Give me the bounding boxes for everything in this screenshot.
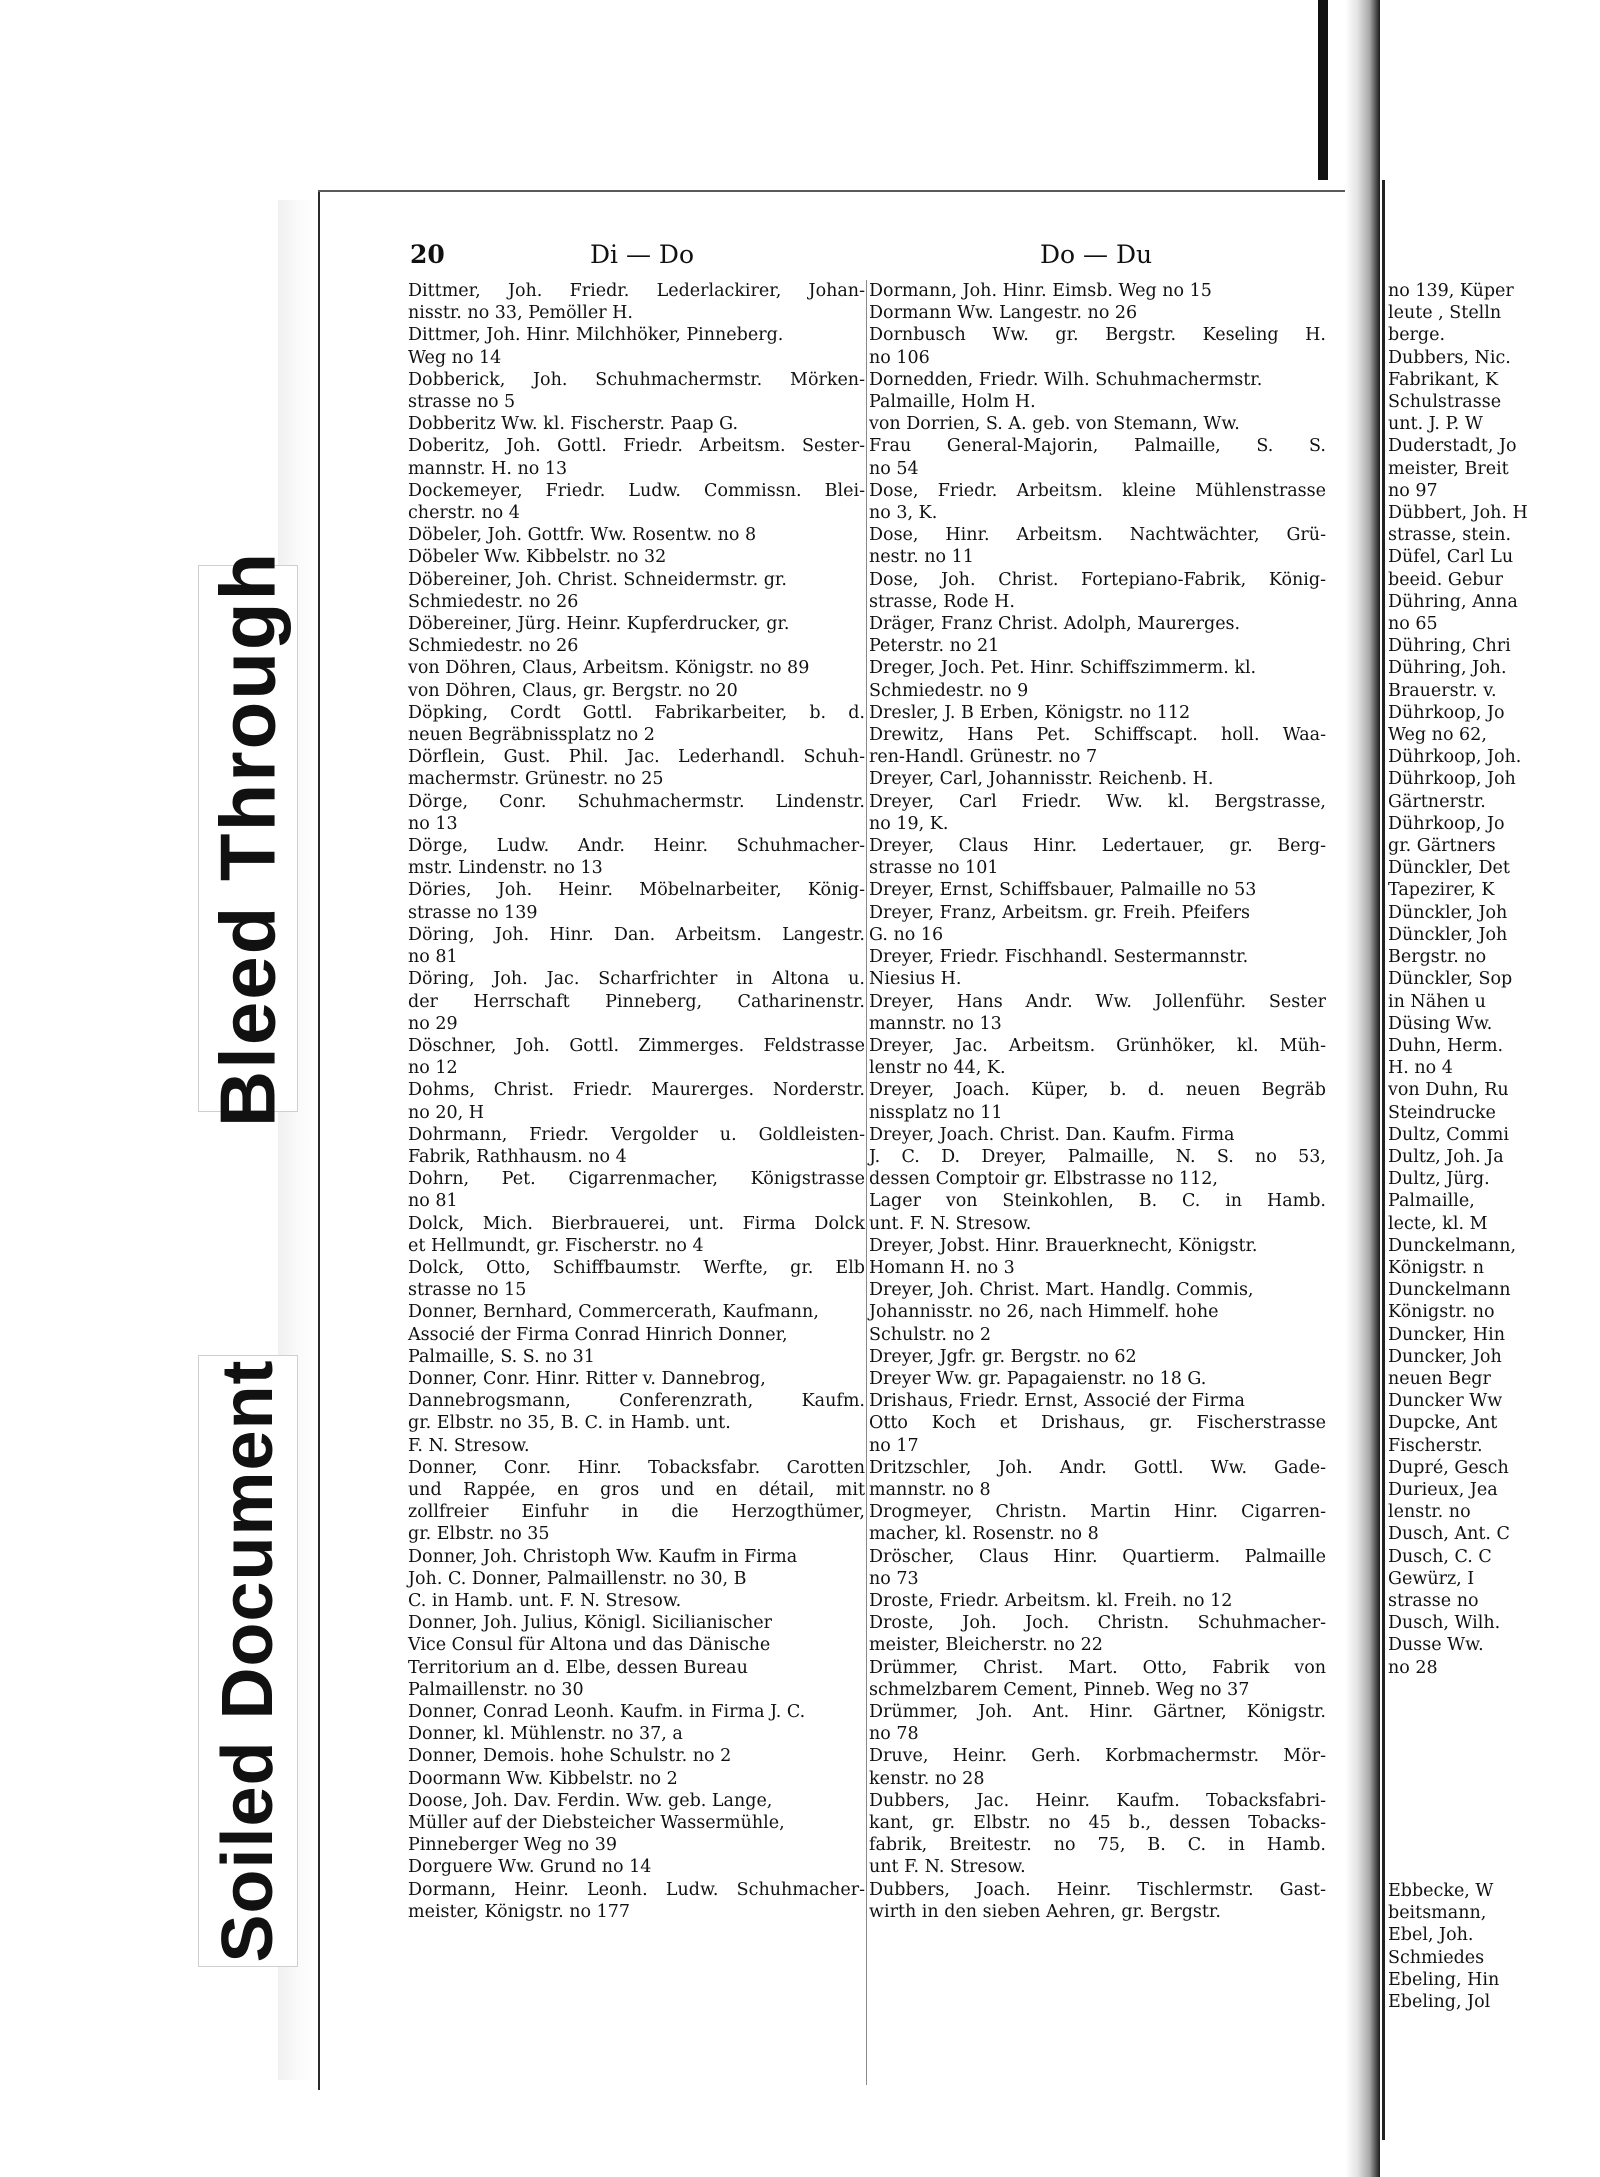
directory-line: Dührkoop, Joh. bbox=[1388, 747, 1522, 768]
directory-line: Palmaille, bbox=[1388, 1191, 1475, 1212]
directory-line: nissplatz no 11 bbox=[869, 1102, 1003, 1123]
directory-line: von Döhren, Claus, Arbeitsm. Königstr. no 89 bbox=[408, 658, 810, 679]
directory-line: strasse no 15 bbox=[408, 1280, 527, 1301]
directory-line: Drümmer, Christ. Mart. Otto, Fabrik von bbox=[869, 1657, 1326, 1678]
directory-line: lenstr. no bbox=[1388, 1502, 1471, 1523]
directory-line: Donner, Joh. Christoph Ww. Kaufm in Firma bbox=[408, 1546, 798, 1567]
directory-line: Dockemeyer, Friedr. Ludw. Commissn. Blei- bbox=[408, 480, 865, 501]
directory-line: Dreyer, Joach. Küper, b. d. neuen Begräb bbox=[869, 1080, 1326, 1101]
book-fold-shadow bbox=[1345, 0, 1380, 2177]
bleed-through-label: Bleed Through bbox=[203, 550, 292, 1127]
directory-line: von Duhn, Ru bbox=[1388, 1080, 1509, 1101]
directory-line: Dreger, Joch. Pet. Hinr. Schiffszimmerm. kl. bbox=[869, 658, 1257, 679]
directory-line: von Döhren, Claus, gr. Bergstr. no 20 bbox=[408, 680, 738, 701]
directory-line: Peterstr. no 21 bbox=[869, 636, 1000, 657]
directory-line: Fischerstr. bbox=[1388, 1435, 1483, 1456]
directory-line: H. no 4 bbox=[1388, 1058, 1453, 1079]
directory-line: Dose, Friedr. Arbeitsm. kleine Mühlenstrasse bbox=[869, 480, 1326, 501]
directory-line: no 13 bbox=[408, 813, 458, 834]
directory-line: fabrik, Breitestr. no 75, B. C. in Hamb. bbox=[869, 1835, 1326, 1856]
directory-line: Drogmeyer, Christn. Martin Hinr. Cigarren- bbox=[869, 1502, 1326, 1523]
directory-line: Dreyer, Jobst. Hinr. Brauerknecht, Königstr. bbox=[869, 1235, 1258, 1256]
directory-line: Dreyer, Joach. Christ. Dan. Kaufm. Firma bbox=[869, 1124, 1235, 1145]
directory-line: Döring, Joh. Hinr. Dan. Arbeitsm. Langestr. bbox=[408, 924, 865, 945]
directory-line: Döbeler, Joh. Gottfr. Ww. Rosentw. no 8 bbox=[408, 525, 757, 546]
directory-line: Drewitz, Hans Pet. Schiffscapt. holl. Waa- bbox=[869, 725, 1326, 746]
directory-line: Weg no 14 bbox=[408, 347, 502, 368]
directory-line: beitsmann, bbox=[1388, 1903, 1487, 1924]
directory-line: G. no 16 bbox=[869, 924, 944, 945]
directory-line: Dreyer, Friedr. Fischhandl. Sestermannstr. bbox=[869, 947, 1249, 968]
directory-line: Dusch, Ant. C bbox=[1388, 1524, 1510, 1545]
directory-line: Doose, Joh. Dav. Ferdin. Ww. geb. Lange, bbox=[408, 1790, 773, 1811]
directory-line: Schmiedestr. no 9 bbox=[869, 680, 1029, 701]
directory-line: Donner, Bernhard, Commercerath, Kaufmann, bbox=[408, 1302, 819, 1323]
page-edge-left bbox=[318, 190, 320, 2090]
running-head-right: Do — Du bbox=[1040, 240, 1153, 269]
directory-line: Dubbers, Joach. Heinr. Tischlermstr. Gast- bbox=[869, 1879, 1326, 1900]
directory-line: no 97 bbox=[1388, 480, 1438, 501]
directory-line: Döring, Joh. Jac. Scharfrichter in Altona u. bbox=[408, 969, 865, 990]
directory-line: Dobberitz Ww. kl. Fischerstr. Paap G. bbox=[408, 414, 739, 435]
directory-line: Dose, Joh. Christ. Fortepiano-Fabrik, König- bbox=[869, 569, 1326, 590]
directory-line: Territorium an d. Elbe, dessen Bureau bbox=[408, 1657, 748, 1678]
directory-line: meister, Breit bbox=[1388, 458, 1509, 479]
directory-line: in Nähen u bbox=[1388, 991, 1486, 1012]
directory-line: Otto Koch et Drishaus, gr. Fischerstrasse bbox=[869, 1413, 1326, 1434]
directory-line: Dünckler, Joh bbox=[1388, 902, 1508, 923]
directory-line: unt F. N. Stresow. bbox=[869, 1857, 1026, 1878]
directory-line: Dormann, Joh. Hinr. Eimsb. Weg no 15 bbox=[869, 281, 1212, 301]
directory-line: Droste, Joh. Joch. Christn. Schuhmacher- bbox=[869, 1613, 1326, 1634]
directory-line: Dünckler, Det bbox=[1388, 858, 1510, 879]
directory-line: Dührkoop, Joh bbox=[1388, 769, 1516, 790]
directory-line: Associé der Firma Conrad Hinrich Donner, bbox=[408, 1324, 788, 1345]
directory-line: et Hellmundt, gr. Fischerstr. no 4 bbox=[408, 1235, 704, 1256]
directory-line: Droste, Friedr. Arbeitsm. kl. Freih. no 12 bbox=[869, 1590, 1233, 1611]
directory-line: mannstr. no 8 bbox=[869, 1479, 991, 1500]
directory-line: lecte, kl. M bbox=[1388, 1213, 1488, 1234]
directory-line: meister, Bleicherstr. no 22 bbox=[869, 1635, 1103, 1656]
directory-line: Dühring, Joh. bbox=[1388, 658, 1507, 679]
directory-line: no 106 bbox=[869, 347, 930, 368]
directory-line: Dorguere Ww. Grund no 14 bbox=[408, 1857, 652, 1878]
directory-line: strasse no bbox=[1388, 1590, 1479, 1611]
directory-line: Dritzschler, Joh. Andr. Gottl. Ww. Gade- bbox=[869, 1457, 1326, 1478]
directory-line: Donner, Demois. hohe Schulstr. no 2 bbox=[408, 1746, 732, 1767]
directory-line: Döpking, Cordt Gottl. Fabrikarbeiter, b. d. bbox=[408, 702, 865, 723]
directory-line: Schulstrasse bbox=[1388, 392, 1502, 413]
directory-line: no 28 bbox=[1388, 1657, 1438, 1678]
directory-line: Fabrikant, K bbox=[1388, 369, 1499, 390]
directory-line: Dreyer, Claus Hinr. Ledertauer, gr. Berg- bbox=[869, 836, 1326, 857]
directory-line: Dohrn, Pet. Cigarrenmacher, Königstrasse bbox=[408, 1169, 865, 1190]
directory-line: Dübbert, Joh. H bbox=[1388, 503, 1528, 524]
directory-line: Dornedden, Friedr. Wilh. Schuhmachermstr. bbox=[869, 369, 1263, 390]
directory-line: lenstr no 44, K. bbox=[869, 1058, 1006, 1079]
directory-line: Brauerstr. v. bbox=[1388, 680, 1497, 701]
directory-line: Lager von Steinkohlen, B. C. in Hamb. bbox=[869, 1191, 1326, 1212]
directory-line: Dörge, Ludw. Andr. Heinr. Schuhmacher- bbox=[408, 836, 865, 857]
directory-line: Dreyer, Jac. Arbeitsm. Grünhöker, kl. Müh- bbox=[869, 1035, 1326, 1056]
directory-line: Dormann, Heinr. Leonh. Ludw. Schuhmacher- bbox=[408, 1879, 865, 1900]
directory-line: Steindrucke bbox=[1388, 1102, 1496, 1123]
directory-line: Dittmer, Joh. Hinr. Milchhöker, Pinneberg. bbox=[408, 325, 784, 346]
directory-line: Königstr. n bbox=[1388, 1257, 1485, 1278]
directory-line: Fabrik, Rathhausm. no 4 bbox=[408, 1146, 627, 1167]
directory-line: strasse no 139 bbox=[408, 902, 538, 923]
directory-line: no 17 bbox=[869, 1435, 919, 1456]
directory-line: gr. Gärtners bbox=[1388, 836, 1496, 857]
directory-line: Dreyer, Carl Friedr. Ww. kl. Bergstrasse, bbox=[869, 791, 1326, 812]
directory-line: Schmiedes bbox=[1388, 1947, 1485, 1968]
directory-line: zollfreier Einfuhr in die Herzogthümer, bbox=[408, 1502, 865, 1523]
directory-line: Dräger, Franz Christ. Adolph, Maurerges. bbox=[869, 614, 1241, 635]
directory-line: no 20, H bbox=[408, 1102, 485, 1123]
directory-line: Palmaillenstr. no 30 bbox=[408, 1679, 584, 1700]
directory-line: Dornbusch Ww. gr. Bergstr. Keseling H. bbox=[869, 325, 1326, 346]
directory-line: Druve, Heinr. Gerh. Korbmachermstr. Mör- bbox=[869, 1746, 1326, 1767]
directory-line: Döbeler Ww. Kibbelstr. no 32 bbox=[408, 547, 667, 568]
directory-line: Doormann Ww. Kibbelstr. no 2 bbox=[408, 1768, 678, 1789]
directory-line: Dühring, Anna bbox=[1388, 591, 1518, 612]
directory-line: Drümmer, Joh. Ant. Hinr. Gärtner, Königstr. bbox=[869, 1702, 1326, 1722]
directory-line: mannstr. no 13 bbox=[869, 1013, 1002, 1034]
directory-line: Dultz, Jürg. bbox=[1388, 1169, 1490, 1190]
directory-line: nestr. no 11 bbox=[869, 547, 974, 568]
directory-line: Dolck, Mich. Bierbrauerei, unt. Firma Dolck bbox=[408, 1213, 865, 1234]
directory-line: no 78 bbox=[869, 1724, 919, 1745]
directory-line: Dunckelmann, bbox=[1388, 1235, 1517, 1256]
directory-line: gr. Elbstr. no 35, B. C. in Hamb. unt. bbox=[408, 1413, 731, 1434]
directory-line: no 54 bbox=[869, 458, 919, 479]
directory-line: Doberitz, Joh. Gottl. Friedr. Arbeitsm. Sester- bbox=[408, 436, 865, 457]
directory-line: Homann H. no 3 bbox=[869, 1257, 1015, 1278]
column-divider bbox=[866, 280, 867, 2085]
directory-line: Weg no 62, bbox=[1388, 725, 1487, 746]
directory-line: Dultz, Joh. Ja bbox=[1388, 1146, 1504, 1167]
directory-line: Duncker Ww bbox=[1388, 1391, 1503, 1412]
directory-line: Dusch, C. C bbox=[1388, 1546, 1492, 1567]
facing-page-fragment-top bbox=[1388, 280, 1600, 1679]
directory-line: Donner, kl. Mühlenstr. no 37, a bbox=[408, 1724, 683, 1745]
directory-line: Dittmer, Joh. Friedr. Lederlackirer, Johan- bbox=[408, 281, 865, 301]
directory-line: Dohms, Christ. Friedr. Maurerges. Norderstr. bbox=[408, 1080, 865, 1101]
directory-line: Bergstr. no bbox=[1388, 947, 1487, 968]
directory-line: no 81 bbox=[408, 1191, 458, 1212]
directory-line: Müller auf der Diebsteicher Wassermühle, bbox=[408, 1813, 785, 1834]
directory-line: Johannisstr. no 26, nach Himmelf. hohe bbox=[869, 1302, 1219, 1323]
directory-line: Dusse Ww. bbox=[1388, 1635, 1484, 1656]
directory-line: Pinneberger Weg no 39 bbox=[408, 1835, 618, 1856]
directory-line: Dubbers, Jac. Heinr. Kaufm. Tobacksfabri- bbox=[869, 1790, 1326, 1811]
directory-line: no 81 bbox=[408, 947, 458, 968]
directory-line: Dose, Hinr. Arbeitsm. Nachtwächter, Grü- bbox=[869, 525, 1326, 546]
directory-line: meister, Königstr. no 177 bbox=[408, 1901, 631, 1922]
directory-line: strasse, stein. bbox=[1388, 525, 1512, 546]
directory-line: Döschner, Joh. Gottl. Zimmerges. Feldstrasse bbox=[408, 1035, 865, 1056]
directory-line: wirth in den sieben Aehren, gr. Bergstr. bbox=[869, 1901, 1221, 1922]
directory-line: Donner, Conr. Hinr. Ritter v. Dannebrog, bbox=[408, 1368, 766, 1389]
directory-line: no 29 bbox=[408, 1013, 458, 1034]
scan-edge-mark bbox=[1318, 0, 1328, 180]
directory-line: macher, kl. Rosenstr. no 8 bbox=[869, 1524, 1099, 1545]
directory-line: Gewürz, I bbox=[1388, 1568, 1475, 1589]
soiled-document-label: Soiled Document bbox=[208, 1359, 288, 1963]
directory-line: beeid. Gebur bbox=[1388, 569, 1504, 590]
page-header bbox=[410, 240, 1330, 276]
directory-line: Döries, Joh. Heinr. Möbelnarbeiter, König- bbox=[408, 880, 865, 901]
directory-line: Dormann Ww. Langestr. no 26 bbox=[869, 303, 1138, 324]
directory-line: Dohrmann, Friedr. Vergolder u. Goldleisten- bbox=[408, 1124, 865, 1145]
directory-line: neuen Begräbnissplatz no 2 bbox=[408, 725, 655, 746]
directory-line: Ebeling, Jol bbox=[1388, 1992, 1491, 2013]
directory-line: Duncker, Hin bbox=[1388, 1324, 1506, 1345]
directory-line: mannstr. H. no 13 bbox=[408, 458, 568, 479]
directory-line: Dusch, Wilh. bbox=[1388, 1613, 1501, 1634]
page-number: 20 bbox=[410, 240, 445, 269]
directory-line: Dünckler, Joh bbox=[1388, 924, 1508, 945]
directory-line: Dührkoop, Jo bbox=[1388, 702, 1505, 723]
directory-line: Ebbecke, W bbox=[1388, 1881, 1494, 1901]
directory-line: und Rappée, en gros und en détail, mit bbox=[408, 1479, 865, 1500]
directory-line: Dreyer, Franz, Arbeitsm. gr. Freih. Pfeifers bbox=[869, 902, 1251, 923]
directory-line: Tapezirer, K bbox=[1388, 880, 1495, 901]
directory-line: Ebeling, Hin bbox=[1388, 1969, 1500, 1990]
directory-line: Dührkoop, Jo bbox=[1388, 813, 1505, 834]
directory-column-right bbox=[869, 280, 1326, 1923]
directory-line: Duderstadt, Jo bbox=[1388, 436, 1517, 457]
directory-line: der Herrschaft Pinneberg, Catharinenstr. bbox=[408, 991, 865, 1012]
directory-line: leute , Stelln bbox=[1388, 303, 1502, 324]
directory-line: Donner, Joh. Julius, Königl. Sicilianischer bbox=[408, 1613, 773, 1634]
directory-line: strasse no 5 bbox=[408, 392, 516, 413]
directory-line: Dörge, Conr. Schuhmachermstr. Lindenstr. bbox=[408, 791, 865, 812]
directory-line: kenstr. no 28 bbox=[869, 1768, 985, 1789]
directory-line: mstr. Lindenstr. no 13 bbox=[408, 858, 603, 879]
directory-line: Döbereiner, Jürg. Heinr. Kupferdrucker, gr. bbox=[408, 614, 790, 635]
directory-line: unt. F. N. Stresow. bbox=[869, 1213, 1032, 1234]
directory-line: Duhn, Herm. bbox=[1388, 1035, 1504, 1056]
directory-line: Königstr. no bbox=[1388, 1302, 1495, 1323]
directory-line: Palmaille, Holm H. bbox=[869, 392, 1036, 413]
directory-line: F. N. Stresow. bbox=[408, 1435, 530, 1456]
directory-line: Duncker, Joh bbox=[1388, 1346, 1502, 1367]
directory-column-left bbox=[408, 280, 865, 1923]
directory-line: nisstr. no 33, Pemöller H. bbox=[408, 303, 633, 324]
directory-line: cherstr. no 4 bbox=[408, 503, 520, 524]
directory-line: Palmaille, S. S. no 31 bbox=[408, 1346, 595, 1367]
running-head-left: Di — Do bbox=[590, 240, 695, 269]
directory-line: no 73 bbox=[869, 1568, 919, 1589]
directory-line: Schulstr. no 2 bbox=[869, 1324, 992, 1345]
directory-line: Dreyer, Jgfr. gr. Bergstr. no 62 bbox=[869, 1346, 1137, 1367]
directory-line: Schmiedestr. no 26 bbox=[408, 636, 579, 657]
directory-line: ren-Handl. Grünestr. no 7 bbox=[869, 747, 1098, 768]
directory-line: Döbereiner, Joh. Christ. Schneidermstr. gr. bbox=[408, 569, 787, 590]
directory-line: schmelzbarem Cement, Pinneb. Weg no 37 bbox=[869, 1679, 1250, 1700]
directory-line: gr. Elbstr. no 35 bbox=[408, 1524, 550, 1545]
directory-line: Donner, Conrad Leonh. Kaufm. in Firma J. C. bbox=[408, 1702, 806, 1722]
directory-line: Dupré, Gesch bbox=[1388, 1457, 1509, 1478]
directory-line: Dreyer, Joh. Christ. Mart. Handlg. Commis, bbox=[869, 1280, 1254, 1301]
directory-line: Dobberick, Joh. Schuhmachermstr. Mörken- bbox=[408, 369, 865, 390]
directory-line: berge. bbox=[1388, 325, 1446, 346]
directory-line: unt. J. P. W bbox=[1388, 414, 1483, 435]
directory-line: Dultz, Commi bbox=[1388, 1124, 1509, 1145]
directory-line: Dühring, Chri bbox=[1388, 636, 1511, 657]
soiled-document-stamp bbox=[198, 1355, 298, 1967]
directory-line: J. C. D. Dreyer, Palmaille, N. S. no 53, bbox=[869, 1146, 1326, 1167]
directory-line: Dannebrogsmann, Conferenzrath, Kaufm. bbox=[408, 1391, 865, 1412]
directory-line: neuen Begr bbox=[1388, 1368, 1491, 1389]
directory-line: no 12 bbox=[408, 1058, 458, 1079]
directory-line: Dubbers, Nic. bbox=[1388, 347, 1511, 368]
directory-line: Düfel, Carl Lu bbox=[1388, 547, 1514, 568]
directory-line: Dreyer Ww. gr. Papagaienstr. no 18 G. bbox=[869, 1368, 1207, 1389]
directory-line: Dröscher, Claus Hinr. Quartierm. Palmaille bbox=[869, 1546, 1326, 1567]
page-edge-top bbox=[318, 190, 1348, 192]
directory-line: dessen Comptoir gr. Elbstrasse no 112, bbox=[869, 1169, 1218, 1190]
directory-line: Düsing Ww. bbox=[1388, 1013, 1493, 1034]
directory-line: Ebel, Joh. bbox=[1388, 1925, 1474, 1946]
directory-line: Dünckler, Sop bbox=[1388, 969, 1513, 990]
directory-line: machermstr. Grünestr. no 25 bbox=[408, 769, 664, 790]
directory-line: Drishaus, Friedr. Ernst, Associé der Firma bbox=[869, 1391, 1245, 1412]
directory-line: Dreyer, Ernst, Schiffsbauer, Palmaille no 53 bbox=[869, 880, 1257, 901]
directory-line: kant, gr. Elbstr. no 45 b., dessen Tobacks- bbox=[869, 1813, 1326, 1834]
directory-line: Dolck, Otto, Schiffbaumstr. Werfte, gr. Elb bbox=[408, 1257, 865, 1278]
bleed-through-stamp bbox=[198, 550, 298, 1127]
directory-line: strasse, Rode H. bbox=[869, 591, 1015, 612]
directory-line: Donner, Conr. Hinr. Tobacksfabr. Carotten bbox=[408, 1457, 865, 1478]
directory-line: von Dorrien, S. A. geb. von Stemann, Ww. bbox=[869, 414, 1240, 435]
directory-line: no 3, K. bbox=[869, 503, 938, 524]
directory-line: Dresler, J. B Erben, Königstr. no 112 bbox=[869, 702, 1191, 723]
directory-line: strasse no 101 bbox=[869, 858, 999, 879]
directory-line: Frau General-Majorin, Palmaille, S. S. bbox=[869, 436, 1326, 457]
directory-line: Durieux, Jea bbox=[1388, 1479, 1498, 1500]
directory-line: Dreyer, Hans Andr. Ww. Jollenführ. Sester bbox=[869, 991, 1326, 1012]
directory-line: Dörflein, Gust. Phil. Jac. Lederhandl. Schuh- bbox=[408, 747, 865, 768]
directory-line: Niesius H. bbox=[869, 969, 962, 990]
directory-line: no 65 bbox=[1388, 614, 1438, 635]
facing-page-edge bbox=[1382, 180, 1385, 2140]
directory-line: Gärtnerstr. bbox=[1388, 791, 1486, 812]
directory-line: Dupcke, Ant bbox=[1388, 1413, 1498, 1434]
directory-line: Vice Consul für Altona und das Dänische bbox=[408, 1635, 771, 1656]
directory-line: Dunckelmann bbox=[1388, 1280, 1511, 1301]
directory-line: Schmiedestr. no 26 bbox=[408, 591, 579, 612]
directory-line: Dreyer, Carl, Johannisstr. Reichenb. H. bbox=[869, 769, 1214, 790]
directory-line: Joh. C. Donner, Palmaillenstr. no 30, B bbox=[408, 1568, 747, 1589]
directory-line: no 139, Küper bbox=[1388, 281, 1514, 301]
directory-line: C. in Hamb. unt. F. N. Stresow. bbox=[408, 1590, 682, 1611]
facing-page-fragment-bottom bbox=[1388, 1880, 1600, 2013]
directory-line: no 19, K. bbox=[869, 813, 949, 834]
